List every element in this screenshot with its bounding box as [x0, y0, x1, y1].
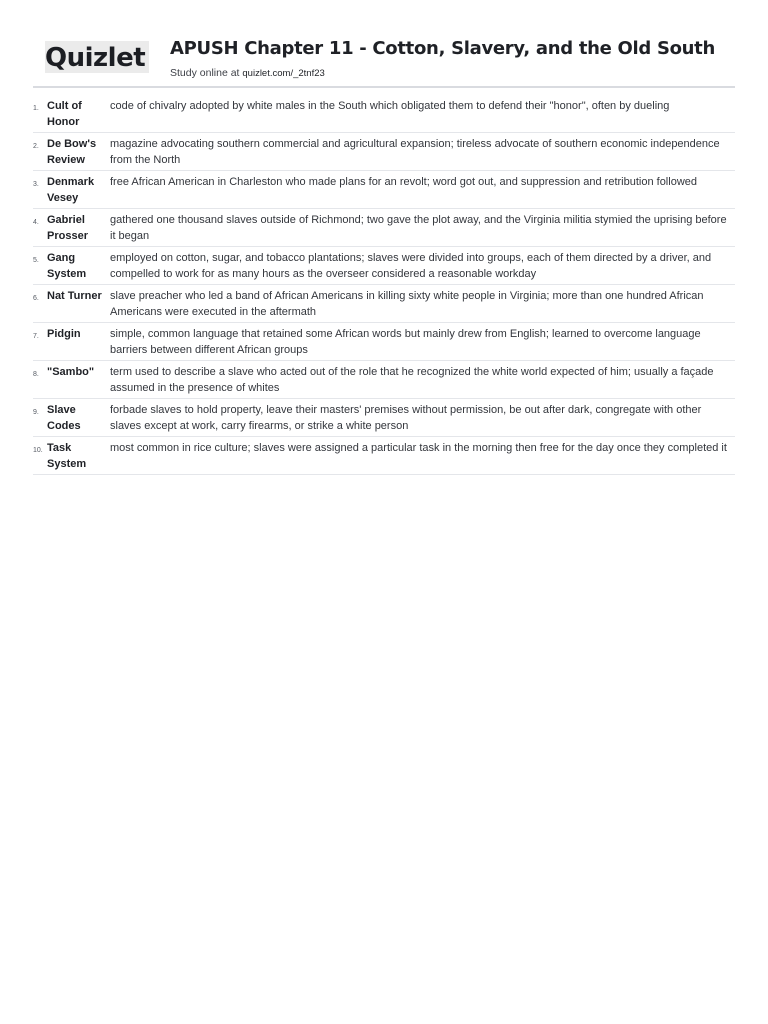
term-number: 7. — [33, 333, 39, 340]
term-number: 9. — [33, 409, 39, 416]
term-name: Denmark Vesey — [47, 176, 95, 204]
term-definition: slave preacher who led a band of African Americans in killing sixty white people in Virginia; more than one hundred African Americans were executed in the aftermath — [110, 290, 704, 318]
term-row — [33, 95, 735, 133]
term-definition: most common in rice culture; slaves were assigned a particular task in the morning then free for the day once they completed it — [110, 442, 727, 454]
page-title: APUSH Chapter 11 - Cotton, Slavery, and the Old South — [170, 38, 716, 59]
term-row — [33, 323, 735, 361]
term-number: 5. — [33, 257, 39, 264]
term-row — [33, 437, 735, 475]
set-url-link[interactable]: quizlet.com/_2tnf23 — [242, 68, 325, 79]
term-row — [33, 361, 735, 399]
term-row — [33, 285, 735, 323]
term-name: Task System — [47, 442, 87, 470]
term-definition: gathered one thousand slaves outside of Richmond; two gave the plot away, and the Virginia militia stymied the uprising before it began — [110, 214, 727, 242]
page-header — [33, 32, 735, 88]
term-definition: forbade slaves to hold property, leave their masters' premises without permission, be out after dark, congregate with other slaves except at work, carry firearms, or strike a white person — [110, 404, 702, 432]
term-number: 6. — [33, 295, 39, 302]
term-number: 10. — [33, 447, 43, 454]
term-name: Gabriel Prosser — [47, 214, 88, 242]
term-number: 4. — [33, 219, 39, 226]
quizlet-logo[interactable]: Quizlet — [45, 41, 149, 73]
term-row — [33, 399, 735, 437]
term-number: 1. — [33, 105, 39, 112]
terms-list — [33, 95, 735, 475]
term-definition: code of chivalry adopted by white males in the South which obligated them to defend their "honor", often by dueling — [110, 100, 670, 112]
term-row — [33, 133, 735, 171]
term-name: Nat Turner — [47, 290, 102, 302]
term-row — [33, 247, 735, 285]
term-name: Cult of Honor — [47, 100, 82, 128]
term-name: De Bow's Review — [47, 138, 97, 166]
term-row — [33, 209, 735, 247]
study-online-label: Study online at — [170, 67, 243, 79]
term-definition: free African American in Charleston who made plans for an revolt; word got out, and suppression and retribution followed — [110, 176, 697, 188]
term-name: Slave Codes — [47, 404, 81, 432]
term-number: 2. — [33, 143, 39, 150]
term-definition: simple, common language that retained some African words but mainly drew from English; learned to overcome language barriers between different African groups — [110, 328, 701, 356]
term-row — [33, 171, 735, 209]
term-name: Gang System — [47, 252, 87, 280]
term-definition: employed on cotton, sugar, and tobacco plantations; slaves were divided into groups, each of them directed by a driver, and compelled to work for as many hours as the overseer considered a reasonable workday — [110, 252, 712, 280]
term-definition: term used to describe a slave who acted out of the role that he recognized the white world expected of him; usually a façade assumed in the presence of whites — [110, 366, 714, 394]
term-name: Pidgin — [47, 328, 81, 340]
term-number: 3. — [33, 181, 39, 188]
study-online-line — [170, 66, 325, 81]
term-name: "Sambo" — [47, 366, 95, 378]
term-number: 8. — [33, 371, 39, 378]
term-definition: magazine advocating southern commercial and agricultural expansion; tireless advocate of southern economic independence from the North — [110, 138, 720, 166]
